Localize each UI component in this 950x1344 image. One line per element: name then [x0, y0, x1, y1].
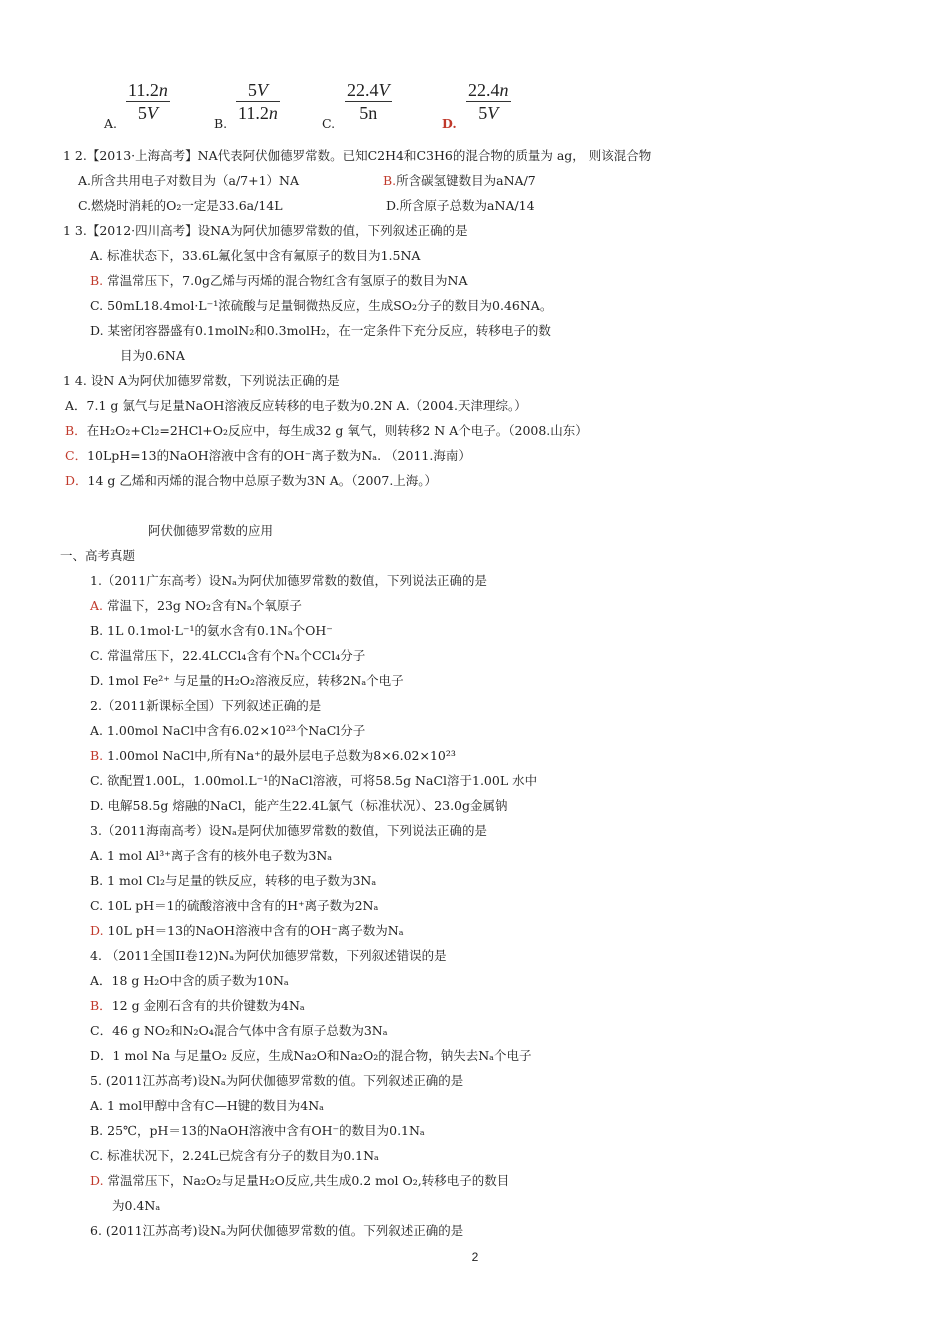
fraction-c	[345, 79, 392, 124]
fraction-a-den: 5	[137, 103, 147, 123]
answer-letter: A.	[90, 598, 104, 613]
option-12d: D.所含原子总数为aNA/14	[386, 198, 535, 213]
fraction-a-num-var: n	[158, 80, 168, 100]
option-5b: B. 25℃，pH＝13的NaOH溶液中含有OH⁻的数目为0.1Nₐ	[90, 1123, 425, 1138]
section-title: 阿伏伽德罗常数的应用	[148, 523, 274, 538]
fraction-b-num-var: V	[256, 80, 268, 100]
fraction-b	[236, 79, 280, 124]
option-12b: B.所含碳氢键数目为aNA/7	[383, 173, 536, 188]
option-13b: B. 常温常压下，7.0g乙烯与丙烯的混合物红含有氢原子的数目为NA	[90, 273, 468, 288]
fraction-a-den-var: V	[146, 103, 158, 123]
fraction-c-den: 5n	[359, 103, 378, 123]
option-2a: A. 1.00mol NaCl中含有6.02×10²³个NaCl分子	[90, 723, 366, 738]
fraction-d-num-var: n	[499, 80, 509, 100]
question-2: 2.（2011新课标全国）下列叙述正确的是	[90, 698, 322, 713]
answer-letter: B.	[90, 748, 104, 763]
option-12c: C.燃烧时消耗的O₂一定是33.6a/14L	[78, 198, 283, 213]
option-3a: A. 1 mol Al³⁺离子含有的核外电子数为3Nₐ	[90, 848, 333, 863]
answer-letter: D.	[90, 1173, 104, 1188]
fraction-b-num: 5	[247, 80, 257, 100]
fraction-c-num: 22.4	[347, 80, 379, 100]
fraction-d	[466, 79, 511, 124]
option-1c: C. 常温常压下，22.4LCCl₄含有个Nₐ个CCl₄分子	[90, 648, 366, 663]
option-13d-cont: 目为0.6NA	[120, 348, 185, 363]
option-14d: D．14 g 乙烯和丙烯的混合物中总原子数为3N A。（2007.上海。）	[65, 473, 438, 488]
answer-letter: C．	[65, 448, 88, 463]
option-a-letter: A.	[104, 116, 118, 131]
option-4d: D．1 mol Na 与足量O₂ 反应，生成Na₂O和Na₂O₂的混合物，钠失去Nₐ个电子	[90, 1048, 532, 1063]
answer-letter: B.	[383, 173, 397, 188]
option-d-letter: D.	[442, 116, 457, 131]
option-14b: B．在H₂O₂+Cl₂=2HCl+O₂反应中，每生成32 g 氧气，则转移2 N A个电子。（2008.山东）	[65, 423, 588, 438]
question-3: 3.（2011海南高考）设Nₐ是阿伏加德罗常数的数值，下列说法正确的是	[90, 823, 487, 838]
fraction-a-num: 11.2	[128, 80, 159, 100]
fraction-d-den-var: V	[487, 103, 499, 123]
fraction-c-num-var: V	[378, 80, 390, 100]
question-4: 4. （2011全国II卷12)Nₐ为阿伏加德罗常数，下列叙述错误的是	[90, 948, 447, 963]
question-12: 1 2.【2013·上海高考】NA代表阿伏伽德罗常数。已知C2H4和C3H6的混合物的质量为 ag， 则该混合物	[63, 148, 652, 163]
fraction-b-den-var: n	[268, 103, 278, 123]
option-14c: C．10LpH=13的NaOH溶液中含有的OH⁻离子数为Nₐ. （2011.海南）	[65, 448, 471, 463]
option-12a: A.所含共用电子对数目为（a/7+1）NA	[78, 173, 300, 188]
option-3b: B. 1 mol Cl₂与足量的铁反应，转移的电子数为3Nₐ	[90, 873, 377, 888]
answer-letter: B.	[90, 273, 104, 288]
option-2c: C. 欲配置1.00L，1.00mol.L⁻¹的NaCl溶液，可将58.5g NaCl溶于1.00L 水中	[90, 773, 538, 788]
answer-letter: D.	[90, 923, 104, 938]
question-14: 1 4. 设N A为阿伏加德罗常数，下列说法正确的是	[63, 373, 340, 388]
answer-letter: B．	[90, 998, 112, 1013]
option-13d: D. 某密闭容器盛有0.1molN₂和0.3molH₂，在一定条件下充分反应，转移电子的数	[90, 323, 551, 338]
option-5d-cont: 为0.4Nₐ	[112, 1198, 161, 1213]
option-14a: A．7.1 g 氯气与足量NaOH溶液反应转移的电子数为0.2N A.（2004.天津理综。）	[65, 398, 527, 413]
option-4a: A．18 g H₂O中含的质子数为10Nₐ	[90, 973, 289, 988]
question-1: 1.（2011广东高考）设Nₐ为阿伏加德罗常数的数值，下列说法正确的是	[90, 573, 487, 588]
fraction-d-den: 5	[478, 103, 488, 123]
fraction-b-den: 11.2	[238, 103, 269, 123]
option-1d: D. 1mol Fe²⁺ 与足量的H₂O₂溶液反应，转移2Nₐ个电子	[90, 673, 404, 688]
fraction-d-num: 22.4	[468, 80, 500, 100]
question-5: 5. (2011江苏高考)设Nₐ为阿伏伽德罗常数的值。下列叙述正确的是	[90, 1073, 464, 1088]
option-13c: C. 50mL18.4mol·L⁻¹浓硫酸与足量铜微热反应，生成SO₂分子的数目为0.46NA。	[90, 298, 553, 313]
option-1b: B. 1L 0.1mol·L⁻¹的氨水含有0.1Nₐ个OH⁻	[90, 623, 333, 638]
answer-letter: B．	[65, 423, 87, 438]
question-13: 1 3.【2012·四川高考】设NA为阿伏加德罗常数的值，下列叙述正确的是	[63, 223, 468, 238]
option-2d: D. 电解58.5g 熔融的NaCl，能产生22.4L氯气（标准状况）、23.0g金属钠	[90, 798, 508, 813]
option-5c: C. 标准状况下，2.24L已烷含有分子的数目为0.1Nₐ	[90, 1148, 379, 1163]
page-number: 2	[471, 1250, 479, 1264]
option-13a: A. 标准状态下，33.6L氟化氢中含有氟原子的数目为1.5NA	[90, 248, 421, 263]
fraction-a	[126, 79, 170, 124]
section-heading: 一、高考真题	[60, 548, 136, 563]
question-6: 6. (2011江苏高考)设Nₐ为阿伏伽德罗常数的值。下列叙述正确的是	[90, 1223, 464, 1238]
option-5a: A. 1 mol甲醇中含有C—H键的数目为4Nₐ	[90, 1098, 324, 1113]
option-3d: D. 10L pH＝13的NaOH溶液中含有的OH⁻离子数为Nₐ	[90, 923, 404, 938]
option-2b: B. 1.00mol NaCl中,所有Na⁺的最外层电子总数为8×6.02×10²³	[90, 748, 456, 763]
option-4b: B．12 g 金刚石含有的共价键数为4Nₐ	[90, 998, 305, 1013]
option-c-letter: C.	[322, 116, 336, 131]
option-5d: D. 常温常压下，Na₂O₂与足量H₂O反应,共生成0.2 mol O₂,转移电子的数目	[90, 1173, 510, 1188]
option-b-letter: B.	[214, 116, 228, 131]
option-4c: C．46 g NO₂和N₂O₄混合气体中含有原子总数为3Nₐ	[90, 1023, 388, 1038]
answer-letter: D．	[65, 473, 88, 488]
option-3c: C. 10L pH＝1的硫酸溶液中含有的H⁺离子数为2Nₐ	[90, 898, 379, 913]
option-1a: A. 常温下，23g NO₂含有Nₐ个氧原子	[90, 598, 302, 613]
